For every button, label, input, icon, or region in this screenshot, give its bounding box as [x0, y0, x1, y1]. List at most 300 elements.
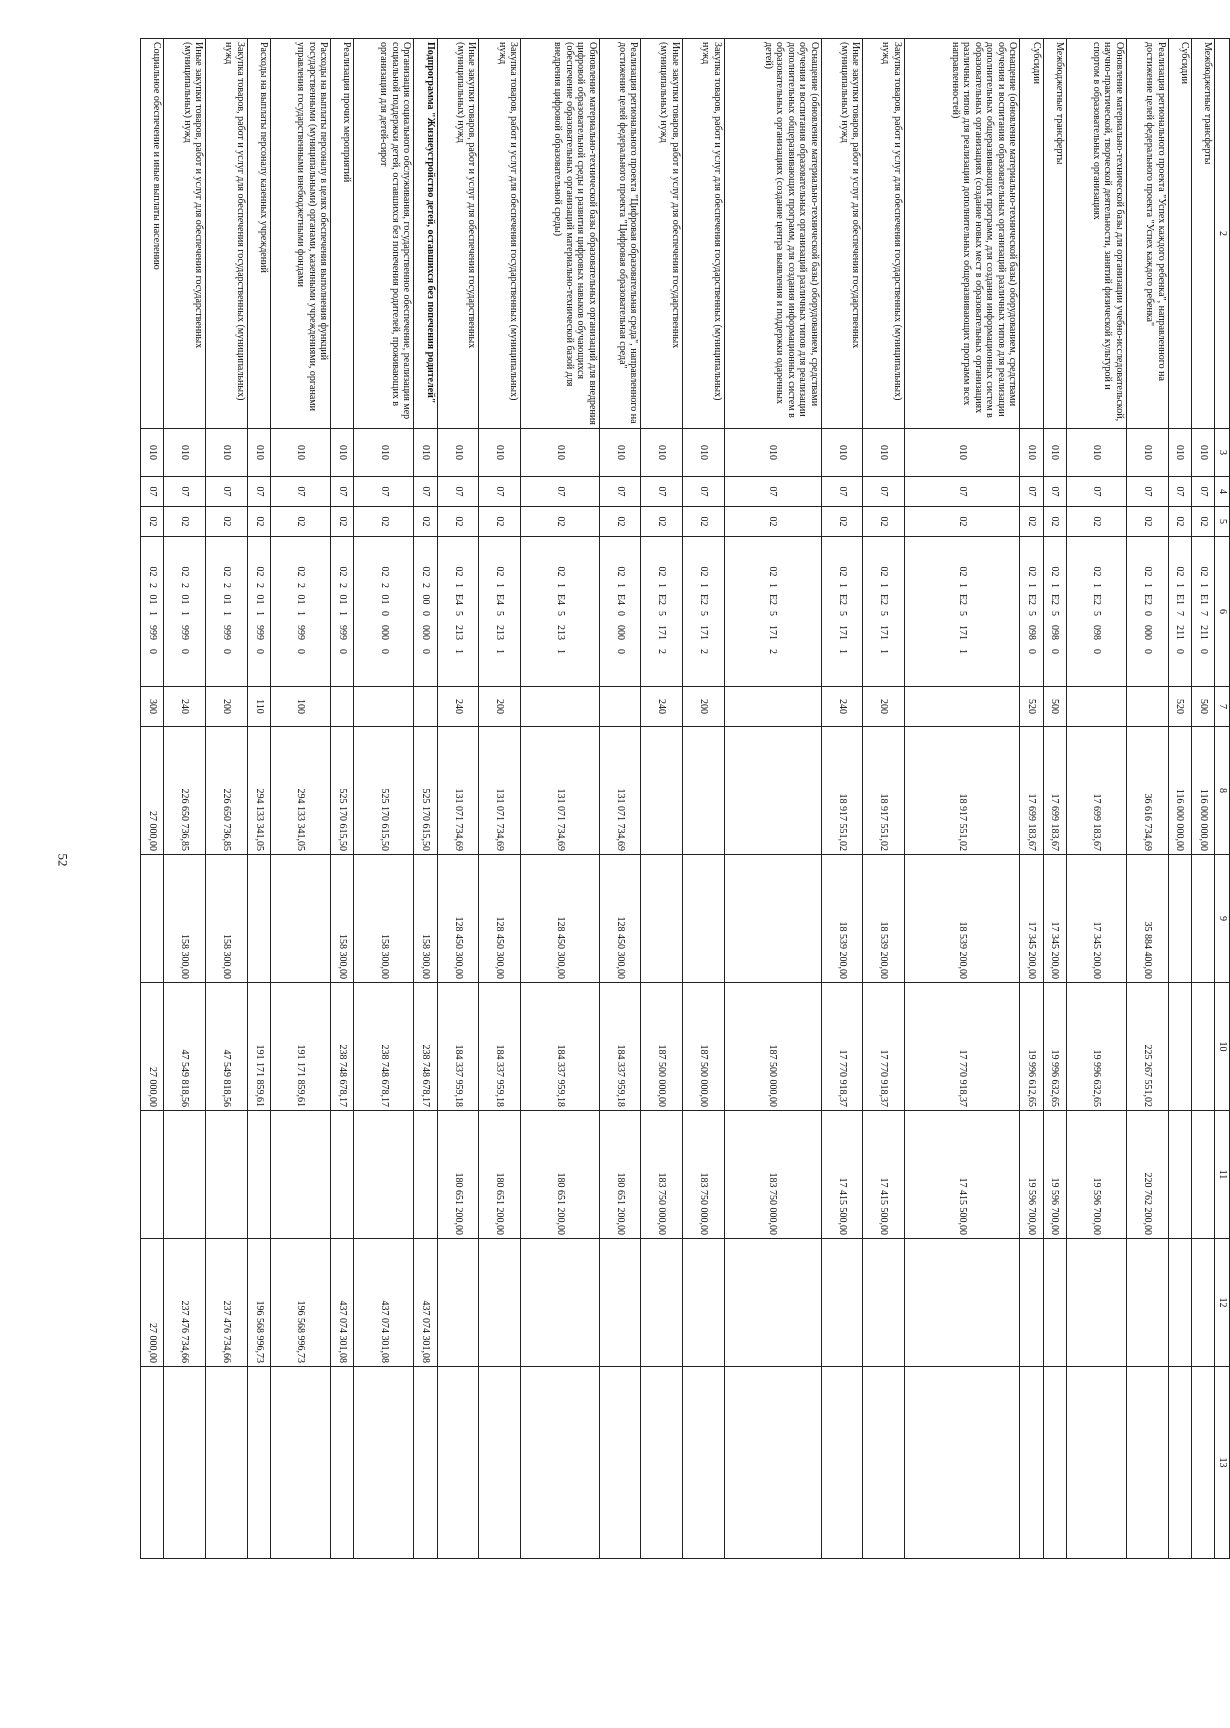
row-name: Реализация регионального проекта "Цифровая образовательная среда", направленного на достижение целей федерального проекта "Цифровая образовательная среда" [599, 39, 641, 429]
target-article-segment: 5 [494, 611, 506, 616]
target-article-segment: 999 [336, 625, 348, 640]
cell-ministry-code: 010 [863, 429, 905, 477]
target-article-segment: 0 [1026, 649, 1038, 654]
cell-amount [1043, 1367, 1066, 1559]
cell-target-article [599, 537, 641, 687]
target-article-segment: 000 [420, 625, 432, 640]
table-row [141, 39, 164, 1559]
table-row [1191, 39, 1214, 1559]
target-article-segment: 5 [878, 611, 890, 616]
row-name: Социальное обеспечение и иные выплаты населению [141, 39, 164, 429]
target-article-segment: 1 [656, 583, 668, 588]
cell-amount: 17 415 500,00 [821, 1111, 863, 1239]
row-name: Расходы на выплаты персоналу казенных учреждений [247, 39, 270, 429]
target-article-segment: 02 [1141, 566, 1153, 577]
cell-amount [1191, 855, 1214, 983]
cell-ministry-code: 010 [354, 429, 414, 477]
target-article-segment: 02 [1049, 566, 1061, 577]
cell-amount [599, 1367, 641, 1559]
cell-expense-type: 200 [206, 687, 248, 727]
cell-section: 07 [1191, 477, 1214, 507]
column-header: 3 [1215, 429, 1230, 477]
cell-amount: 17 415 500,00 [863, 1111, 905, 1239]
target-article-segment: E4 [452, 593, 464, 606]
cell-target-article [331, 537, 354, 687]
column-header: 6 [1215, 537, 1230, 687]
cell-amount: 196 568 996,73 [247, 1239, 270, 1367]
cell-subsection: 02 [724, 507, 821, 537]
table-row [724, 39, 821, 1559]
cell-expense-type [331, 687, 354, 727]
target-article-segment: 1 [1174, 583, 1186, 588]
target-article-segment: 1 [146, 611, 158, 616]
target-article-segment: 02 [767, 566, 779, 577]
cell-amount [1168, 855, 1191, 983]
target-article-segment: 0 [614, 611, 626, 616]
target-article-segment: 5 [452, 611, 464, 616]
row-name: Обновление материально-технической базы для организации учебно-исследовательской, научно-практической, творческой деятельности, занятий физической культурой и спортом в образовательных организациях [1066, 39, 1126, 429]
cell-ministry-code: 010 [904, 429, 1019, 477]
cell-amount: 27 000,00 [141, 983, 164, 1111]
cell-amount [724, 1367, 821, 1559]
cell-amount [1191, 983, 1214, 1111]
cell-amount: 184 337 959,18 [521, 983, 600, 1111]
target-article-segment: E2 [1026, 593, 1038, 606]
cell-amount [270, 855, 330, 983]
target-article-segment: 02 [378, 566, 390, 577]
target-article-segment: 0 [1049, 649, 1061, 654]
cell-expense-type: 240 [641, 687, 683, 727]
cell-expense-type: 100 [270, 687, 330, 727]
cell-amount: 47 549 818,56 [206, 983, 248, 1111]
cell-subsection: 02 [904, 507, 1019, 537]
cell-expense-type: 240 [164, 687, 206, 727]
cell-amount: 220 762 200,00 [1126, 1111, 1168, 1239]
cell-amount [247, 855, 270, 983]
target-article-segment: E2 [836, 593, 848, 606]
target-article-segment: 1 [614, 583, 626, 588]
cell-amount [1020, 1367, 1043, 1559]
cell-amount: 18 917 551,02 [904, 727, 1019, 855]
cell-amount [1168, 1111, 1191, 1239]
row-name: Закупка товаров, работ и услуг для обеспечения государственных (муниципальных) нужд [682, 39, 724, 429]
target-article-segment: 999 [253, 625, 265, 640]
cell-section: 07 [863, 477, 905, 507]
table-row [437, 39, 479, 1559]
target-article-segment: 213 [452, 625, 464, 640]
cell-section: 07 [1020, 477, 1043, 507]
row-name: Реализация регионального проекта "Успех каждого ребенка", направленного на достижение целей федерального проекта "Успех каждого ребенка" [1126, 39, 1168, 429]
cell-ministry-code: 010 [1043, 429, 1066, 477]
row-name: Оснащение (обновление материально-технической базы) оборудованием, средствами обучения и воспитания образовательных организаций различных типов для реализации дополнительных общеразвивающих программ, для создания информационных систем в образовательных организациях (создание новых мест в образовательных организациях различных типов для реализации дополнительных общеразвивающих программ всех направленностей) [904, 39, 1019, 429]
target-article-segment: 213 [554, 625, 566, 640]
cell-amount: 128 450 300,00 [521, 855, 600, 983]
cell-amount: 27 000,00 [141, 1239, 164, 1367]
target-article-segment: E2 [767, 593, 779, 606]
cell-ministry-code: 010 [682, 429, 724, 477]
cell-subsection: 02 [247, 507, 270, 537]
target-article-segment: 01 [179, 594, 191, 605]
budget-table [140, 38, 1230, 1559]
cell-amount [1020, 1239, 1043, 1367]
cell-amount: 19 596 700,00 [1066, 1111, 1126, 1239]
target-article-segment: 1 [878, 649, 890, 654]
cell-amount [206, 1367, 248, 1559]
cell-amount: 17 699 183,67 [1066, 727, 1126, 855]
cell-ministry-code: 010 [1126, 429, 1168, 477]
target-article-segment: 5 [956, 611, 968, 616]
target-article-segment: 02 [146, 566, 158, 577]
row-name: Обновление материально-технической базы образовательных организаций для внедрения цифровой образовательной среды и развития цифровых навыков обучающихся (обеспечение образовательных организаций материально-технической базой для внедрения цифровой образовательной среды) [521, 39, 600, 429]
cell-expense-type: 500 [1191, 687, 1214, 727]
cell-ministry-code: 010 [521, 429, 600, 477]
cell-amount [437, 1239, 479, 1367]
target-article-segment: 1 [1026, 583, 1038, 588]
cell-expense-type: 200 [682, 687, 724, 727]
cell-amount [904, 1239, 1019, 1367]
target-article-segment: 02 [878, 566, 890, 577]
row-name: Организация социального обслуживания, государственное обеспечение, реализация мер социальной поддержки детей, оставшихся без попечения родителей, проживающих в организации для детей-сирот [354, 39, 414, 429]
cell-target-article [414, 537, 437, 687]
table-row [1020, 39, 1043, 1559]
target-article-segment: 1 [452, 583, 464, 588]
cell-amount: 238 748 678,17 [354, 983, 414, 1111]
target-article-segment: 0 [614, 649, 626, 654]
cell-amount: 19 596 700,00 [1020, 1111, 1043, 1239]
cell-amount: 226 650 736,85 [164, 727, 206, 855]
cell-amount: 18 539 200,00 [904, 855, 1019, 983]
target-article-segment: 02 [1026, 566, 1038, 577]
cell-amount: 128 450 300,00 [437, 855, 479, 983]
target-article-segment: 01 [253, 594, 265, 605]
cell-amount: 180 651 200,00 [599, 1111, 641, 1239]
cell-subsection: 02 [206, 507, 248, 537]
cell-amount [521, 1367, 600, 1559]
target-article-segment: 5 [1049, 611, 1061, 616]
cell-target-article [821, 537, 863, 687]
target-article-segment: 1 [878, 583, 890, 588]
cell-amount: 131 071 734,69 [599, 727, 641, 855]
cell-ministry-code: 010 [270, 429, 330, 477]
cell-amount: 525 170 615,50 [354, 727, 414, 855]
target-article-segment: 02 [420, 566, 432, 577]
cell-amount [141, 855, 164, 983]
cell-amount: 17 699 183,67 [1043, 727, 1066, 855]
table-row [1043, 39, 1066, 1559]
cell-amount [141, 1367, 164, 1559]
cell-amount [331, 1111, 354, 1239]
cell-target-article [479, 537, 521, 687]
target-article-segment: 1 [1141, 583, 1153, 588]
cell-section: 07 [354, 477, 414, 507]
cell-amount [863, 1239, 905, 1367]
target-article-segment: 1 [494, 649, 506, 654]
cell-amount: 238 748 678,17 [331, 983, 354, 1111]
cell-section: 07 [1066, 477, 1126, 507]
target-article-segment: 2 [767, 649, 779, 654]
cell-target-article [354, 537, 414, 687]
column-header: 11 [1215, 1111, 1230, 1239]
target-article-segment: E4 [614, 593, 626, 606]
cell-section: 07 [247, 477, 270, 507]
target-article-segment: 02 [295, 566, 307, 577]
target-article-segment: E2 [878, 593, 890, 606]
cell-section: 07 [724, 477, 821, 507]
cell-target-article [682, 537, 724, 687]
cell-amount: 19 596 700,00 [1043, 1111, 1066, 1239]
row-name: Иные закупки товаров, работ и услуг для обеспечения государственных (муниципальных) нужд [437, 39, 479, 429]
cell-expense-type [414, 687, 437, 727]
cell-amount: 237 476 734,66 [206, 1239, 248, 1367]
cell-amount: 17 699 183,67 [1020, 727, 1043, 855]
target-article-segment: 5 [767, 611, 779, 616]
target-article-segment: 2 [221, 583, 233, 588]
row-name: Реализация прочих мероприятий [331, 39, 354, 429]
target-article-segment: 1 [253, 611, 265, 616]
cell-section: 07 [599, 477, 641, 507]
cell-amount: 196 568 996,73 [270, 1239, 330, 1367]
cell-amount [414, 1367, 437, 1559]
cell-subsection: 02 [164, 507, 206, 537]
target-article-segment: 0 [378, 649, 390, 654]
cell-target-article [164, 537, 206, 687]
target-article-segment: 7 [1174, 611, 1186, 616]
target-article-segment: 02 [253, 566, 265, 577]
target-article-segment: 1 [956, 649, 968, 654]
target-article-segment: E2 [956, 593, 968, 606]
cell-subsection: 02 [414, 507, 437, 537]
cell-amount: 17 345 200,00 [1066, 855, 1126, 983]
target-article-segment: E4 [494, 593, 506, 606]
table-row [682, 39, 724, 1559]
target-article-segment: 7 [1197, 611, 1209, 616]
column-header: 5 [1215, 507, 1230, 537]
cell-amount: 19 996 612,65 [1020, 983, 1043, 1111]
cell-subsection: 02 [521, 507, 600, 537]
target-article-segment: 5 [554, 611, 566, 616]
cell-amount: 180 651 200,00 [437, 1111, 479, 1239]
cell-ministry-code: 010 [641, 429, 683, 477]
target-article-segment: 999 [221, 625, 233, 640]
cell-subsection: 02 [1066, 507, 1126, 537]
target-article-segment: 02 [221, 566, 233, 577]
cell-amount [164, 1367, 206, 1559]
table-row [1126, 39, 1168, 1559]
cell-subsection: 02 [331, 507, 354, 537]
cell-amount [1168, 1367, 1191, 1559]
cell-amount [437, 1367, 479, 1559]
table-row [904, 39, 1019, 1559]
cell-section: 07 [904, 477, 1019, 507]
cell-target-article [141, 537, 164, 687]
cell-amount [682, 727, 724, 855]
cell-amount [270, 1367, 330, 1559]
target-article-segment: 2 [697, 649, 709, 654]
target-article-segment: 02 [1091, 566, 1103, 577]
cell-section: 07 [1168, 477, 1191, 507]
cell-section: 07 [437, 477, 479, 507]
table-row [821, 39, 863, 1559]
cell-amount [1191, 1239, 1214, 1367]
target-article-segment: 171 [656, 625, 668, 640]
cell-subsection: 02 [682, 507, 724, 537]
table-row [414, 39, 437, 1559]
table-row [331, 39, 354, 1559]
row-name: Иные закупки товаров, работ и услуг для обеспечения государственных (муниципальных) нужд [821, 39, 863, 429]
target-article-segment: 01 [378, 594, 390, 605]
cell-subsection: 02 [821, 507, 863, 537]
cell-amount: 128 450 300,00 [599, 855, 641, 983]
target-article-segment: E2 [697, 593, 709, 606]
cell-target-article [724, 537, 821, 687]
target-article-segment: E1 [1197, 593, 1209, 606]
target-article-segment: 5 [656, 611, 668, 616]
target-article-segment: E1 [1174, 593, 1186, 606]
target-article-segment: 0 [420, 649, 432, 654]
column-header: 10 [1215, 983, 1230, 1111]
cell-amount: 131 071 734,69 [479, 727, 521, 855]
cell-amount [821, 1367, 863, 1559]
cell-ministry-code: 010 [599, 429, 641, 477]
target-article-segment: 171 [956, 625, 968, 640]
target-article-segment: 01 [221, 594, 233, 605]
cell-ministry-code: 010 [437, 429, 479, 477]
target-article-segment: 02 [179, 566, 191, 577]
cell-section: 07 [1043, 477, 1066, 507]
target-article-segment: 1 [554, 583, 566, 588]
cell-expense-type: 200 [863, 687, 905, 727]
cell-amount: 437 074 301,08 [414, 1239, 437, 1367]
cell-amount: 18 539 200,00 [821, 855, 863, 983]
cell-target-article [641, 537, 683, 687]
cell-amount: 183 750 000,00 [724, 1111, 821, 1239]
target-article-segment: 02 [336, 566, 348, 577]
column-header: 13 [1215, 1367, 1230, 1559]
row-name: Субсидии [1020, 39, 1043, 429]
cell-expense-type [521, 687, 600, 727]
target-article-segment: 171 [767, 625, 779, 640]
cell-amount [1066, 1239, 1126, 1367]
cell-subsection: 02 [1020, 507, 1043, 537]
cell-amount [821, 1239, 863, 1367]
cell-amount [863, 1367, 905, 1559]
target-article-segment: 171 [836, 625, 848, 640]
cell-amount: 183 750 000,00 [682, 1111, 724, 1239]
target-article-segment: 0 [1091, 649, 1103, 654]
target-article-segment: 1 [836, 583, 848, 588]
row-name: Межбюджетные трансферты [1043, 39, 1066, 429]
cell-amount: 131 071 734,69 [521, 727, 600, 855]
cell-amount: 18 539 200,00 [863, 855, 905, 983]
cell-amount [479, 1367, 521, 1559]
cell-amount [354, 1367, 414, 1559]
cell-amount [641, 1239, 683, 1367]
target-article-segment: 0 [146, 649, 158, 654]
target-article-segment: 2 [378, 583, 390, 588]
column-header: 2 [1215, 39, 1230, 429]
cell-amount: 18 917 551,02 [821, 727, 863, 855]
table-row [247, 39, 270, 1559]
cell-amount [724, 727, 821, 855]
target-article-segment: 5 [1026, 611, 1038, 616]
cell-amount [1043, 1239, 1066, 1367]
cell-ministry-code: 010 [1020, 429, 1043, 477]
cell-amount: 158 300,00 [354, 855, 414, 983]
cell-amount [521, 1239, 600, 1367]
target-article-segment: 211 [1174, 625, 1186, 640]
cell-section: 07 [682, 477, 724, 507]
target-article-segment: 2 [253, 583, 265, 588]
cell-amount [641, 727, 683, 855]
row-name: Закупка товаров, работ и услуг для обеспечения государственных (муниципальных) нужд [863, 39, 905, 429]
cell-amount: 47 549 818,56 [164, 983, 206, 1111]
cell-amount: 158 300,00 [206, 855, 248, 983]
target-article-segment: 1 [1091, 583, 1103, 588]
table-row [206, 39, 248, 1559]
cell-amount [331, 1367, 354, 1559]
target-article-segment: 02 [554, 566, 566, 577]
cell-amount: 237 476 734,66 [164, 1239, 206, 1367]
cell-target-article [437, 537, 479, 687]
cell-amount: 17 770 918,37 [821, 983, 863, 1111]
cell-target-article [521, 537, 600, 687]
target-article-segment: 171 [878, 625, 890, 640]
cell-ministry-code: 010 [141, 429, 164, 477]
cell-amount [164, 1111, 206, 1239]
cell-subsection: 02 [1126, 507, 1168, 537]
cell-amount: 116 000 000,00 [1191, 727, 1214, 855]
cell-amount: 17 415 500,00 [904, 1111, 1019, 1239]
cell-expense-type: 500 [1043, 687, 1066, 727]
target-article-segment: 02 [697, 566, 709, 577]
cell-subsection: 02 [1043, 507, 1066, 537]
cell-amount: 238 748 678,17 [414, 983, 437, 1111]
cell-target-article [1066, 537, 1126, 687]
cell-amount: 180 651 200,00 [521, 1111, 600, 1239]
target-article-segment: 0 [336, 649, 348, 654]
cell-subsection: 02 [1168, 507, 1191, 537]
cell-amount [247, 1111, 270, 1239]
cell-target-article [1043, 537, 1066, 687]
cell-ministry-code: 010 [1168, 429, 1191, 477]
target-article-segment: 1 [452, 649, 464, 654]
target-article-segment: 2 [295, 583, 307, 588]
cell-ministry-code: 010 [479, 429, 521, 477]
cell-expense-type [904, 687, 1019, 727]
target-article-segment: 999 [295, 625, 307, 640]
table-body [141, 39, 1215, 1559]
cell-amount: 294 133 341,05 [270, 727, 330, 855]
cell-subsection: 02 [641, 507, 683, 537]
cell-expense-type [1066, 687, 1126, 727]
row-name: Оснащение (обновление материально-технической базы) оборудованием, средствами обучения и воспитания образовательных организаций различных типов для реализации дополнительных общеразвивающих программ, для создания информационных систем в образовательных организациях (создание центра выявления и поддержки одаренных детей) [724, 39, 821, 429]
table-row [863, 39, 905, 1559]
cell-amount: 187 500 000,00 [724, 983, 821, 1111]
cell-amount: 226 650 736,85 [206, 727, 248, 855]
table-row [479, 39, 521, 1559]
target-article-segment: 2 [336, 583, 348, 588]
target-article-segment: 211 [1197, 625, 1209, 640]
cell-amount [1126, 1367, 1168, 1559]
cell-amount [354, 1111, 414, 1239]
column-header: 7 [1215, 687, 1230, 727]
cell-ministry-code: 010 [821, 429, 863, 477]
cell-target-article [1020, 537, 1043, 687]
target-article-segment: 0 [221, 649, 233, 654]
cell-amount: 17 345 200,00 [1043, 855, 1066, 983]
cell-amount [682, 1367, 724, 1559]
target-article-segment: 02 [1197, 566, 1209, 577]
